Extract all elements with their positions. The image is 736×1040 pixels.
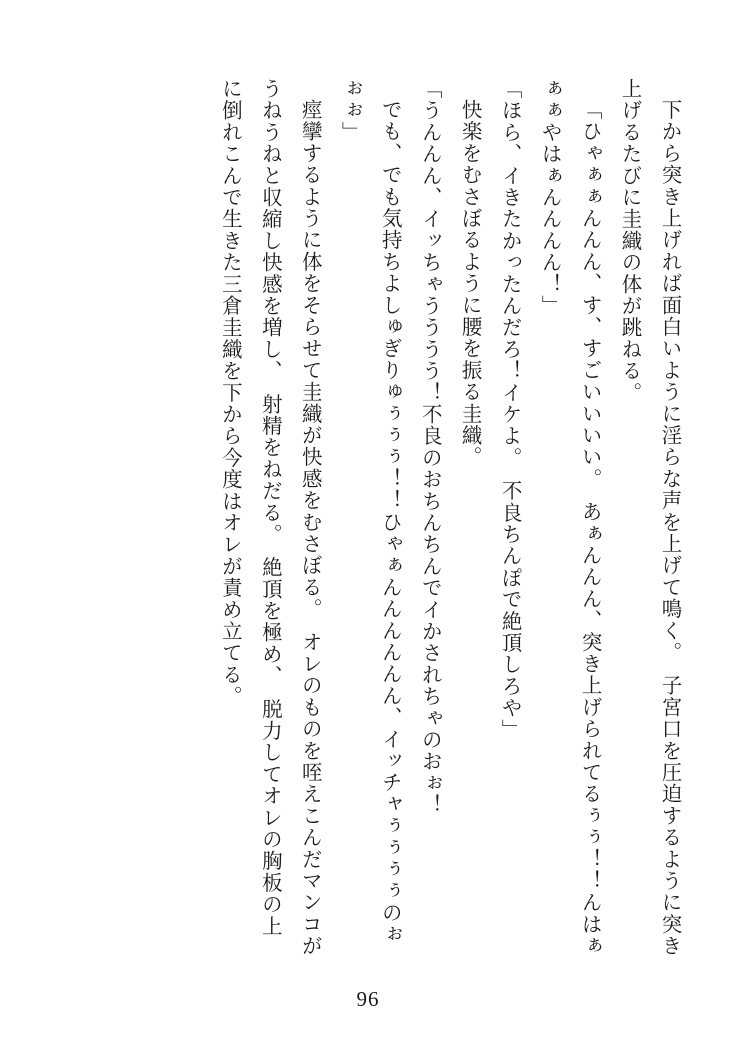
paragraph: 下から突き上げれば面白いように淫らな声を上げて鳴く。 子宮口を圧迫するように突き上げるたびに圭織の体が跳ねる。 <box>618 78 680 957</box>
vertical-text-body <box>60 78 688 958</box>
paragraph: 痙攣するように体をそらせて圭織が快感をむさぼる。 オレのものを咥えこんだマンコがうねうねと収縮し快感を増し、 射精をねだる。 絶頂を極め、 脱力してオレの胸板の上に倒れこんで生きた三倉圭織を下から今度はオレが責め立てる。 <box>218 78 321 957</box>
paragraph: でも、でも気持ちよしゅぎりゅぅぅぅ！！ひゃぁんんんんんん、イッチャぅぅぅぅのぉぉぉ」 <box>338 78 401 945</box>
paragraph: 「うんんん、イッちゃうううう！不良のおちんちんでイかされちゃのおぉ！ <box>418 78 441 816</box>
page-number: 96 <box>356 987 380 1011</box>
paragraph: 快楽をむさぼるように腰を振る圭織。 <box>458 98 481 468</box>
paragraph: 「ひゃぁぁんんん、す、すごいいいい。 あぁんんん、突き上げられてるぅぅ！！んはぁぁぁやはぁんんんん！」 <box>538 78 601 957</box>
paragraph: 「ほら、イきたかったんだろ！イケよ。 不良ちんぽで絶頂しろや」 <box>498 78 521 741</box>
